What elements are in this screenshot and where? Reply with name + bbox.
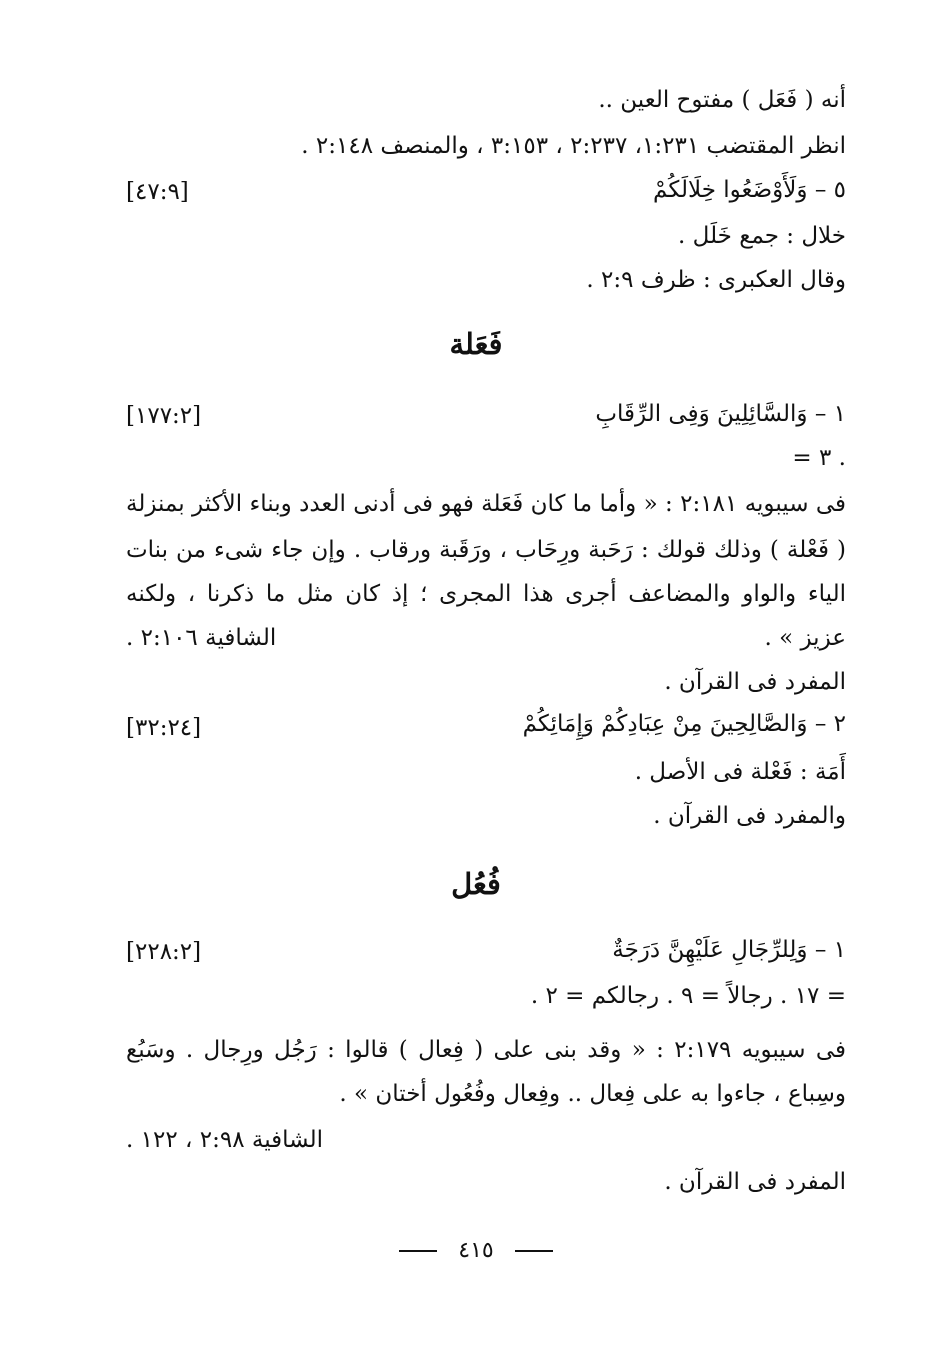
section-heading: فُعُل [451,867,501,901]
text-line: انظر المقتضب ١:٢٣١، ٢:٢٣٧ ، ٣:١٥٣ ، والمنصف ٢:١٤٨ . [301,133,846,159]
reference-shafia: الشافية ٢:١٠٦ . [126,625,277,651]
text-line: المفرد فى القرآن . [664,669,846,695]
text-line: أنه ( فَعَل ) مفتوح العين .. [598,87,846,113]
verse-line: ٥ – وَلَأَوْضَعُوا خِلَالَكُمْ [653,177,846,203]
dash-left [399,1250,437,1252]
paragraph-line: ( فَعْلة ) وذلك قولك : رَحَبة ورِحَاب ، ورَقَبة ورقاب . وإن جاء شىء من بنات [126,537,846,563]
count-line: = ٣ . [792,445,846,471]
verse-reference: [٢٢٨:٢] [126,939,202,965]
count-line: = ١٧ . رجالاً = ٩ . رجالكم = ٢ . [530,983,846,1009]
text-line: أَمَة : فَعْلة فى الأصل . [634,759,846,785]
section-heading: فَعَلة [449,327,503,361]
paragraph-line: فى سيبويه ٢:١٧٩ : « وقد بنى على ( فِعال ) قالوا : رَجُل ورِجال . وسَبُع [126,1037,847,1063]
paragraph-line: فى سيبويه ٢:١٨١ : « وأما ما كان فَعَلة فهو فى أدنى العدد وبناء الأكثر بمنزلة [126,491,846,517]
verse-reference: [١٧٧:٢] [126,403,202,429]
page-number [0,1236,952,1266]
verse-line: ١ – وَلِلرِّجَالِ عَلَيْهِنَّ دَرَجَةٌ [612,937,846,963]
paragraph-line: عزيز » . [764,625,846,651]
text-line: والمفرد فى القرآن . [653,803,846,829]
text-line: وقال العكبرى : ظرف ٢:٩ . [586,267,846,293]
text-line: خلال : جمع خَلَل . [678,223,846,249]
verse-reference: [٤٧:٩] [126,179,189,205]
paragraph-line: وسِباع ، جاءوا به على فِعال .. وفِعال وفُعُول أختان » . [339,1081,846,1107]
text-line: المفرد فى القرآن . [664,1169,846,1195]
verse-line: ٢ – وَالصَّالِحِينَ مِنْ عِبَادِكُمْ وَإِمَائِكُمْ [522,711,846,737]
verse-line: ١ – وَالسَّائِلِينَ وَفِى الرِّقَابِ [595,401,846,427]
page-number-value: ٤١٥ [458,1238,494,1263]
reference-shafia: الشافية ٢:٩٨ ، ١٢٢ . [126,1127,324,1153]
verse-reference: [٣٢:٢٤] [126,715,202,741]
paragraph-line: الياء والواو والمضاعف أجرى هذا المجرى ؛ إذ كان مثل ما ذكرنا ، ولكنه [126,581,846,607]
dash-right [515,1250,553,1252]
